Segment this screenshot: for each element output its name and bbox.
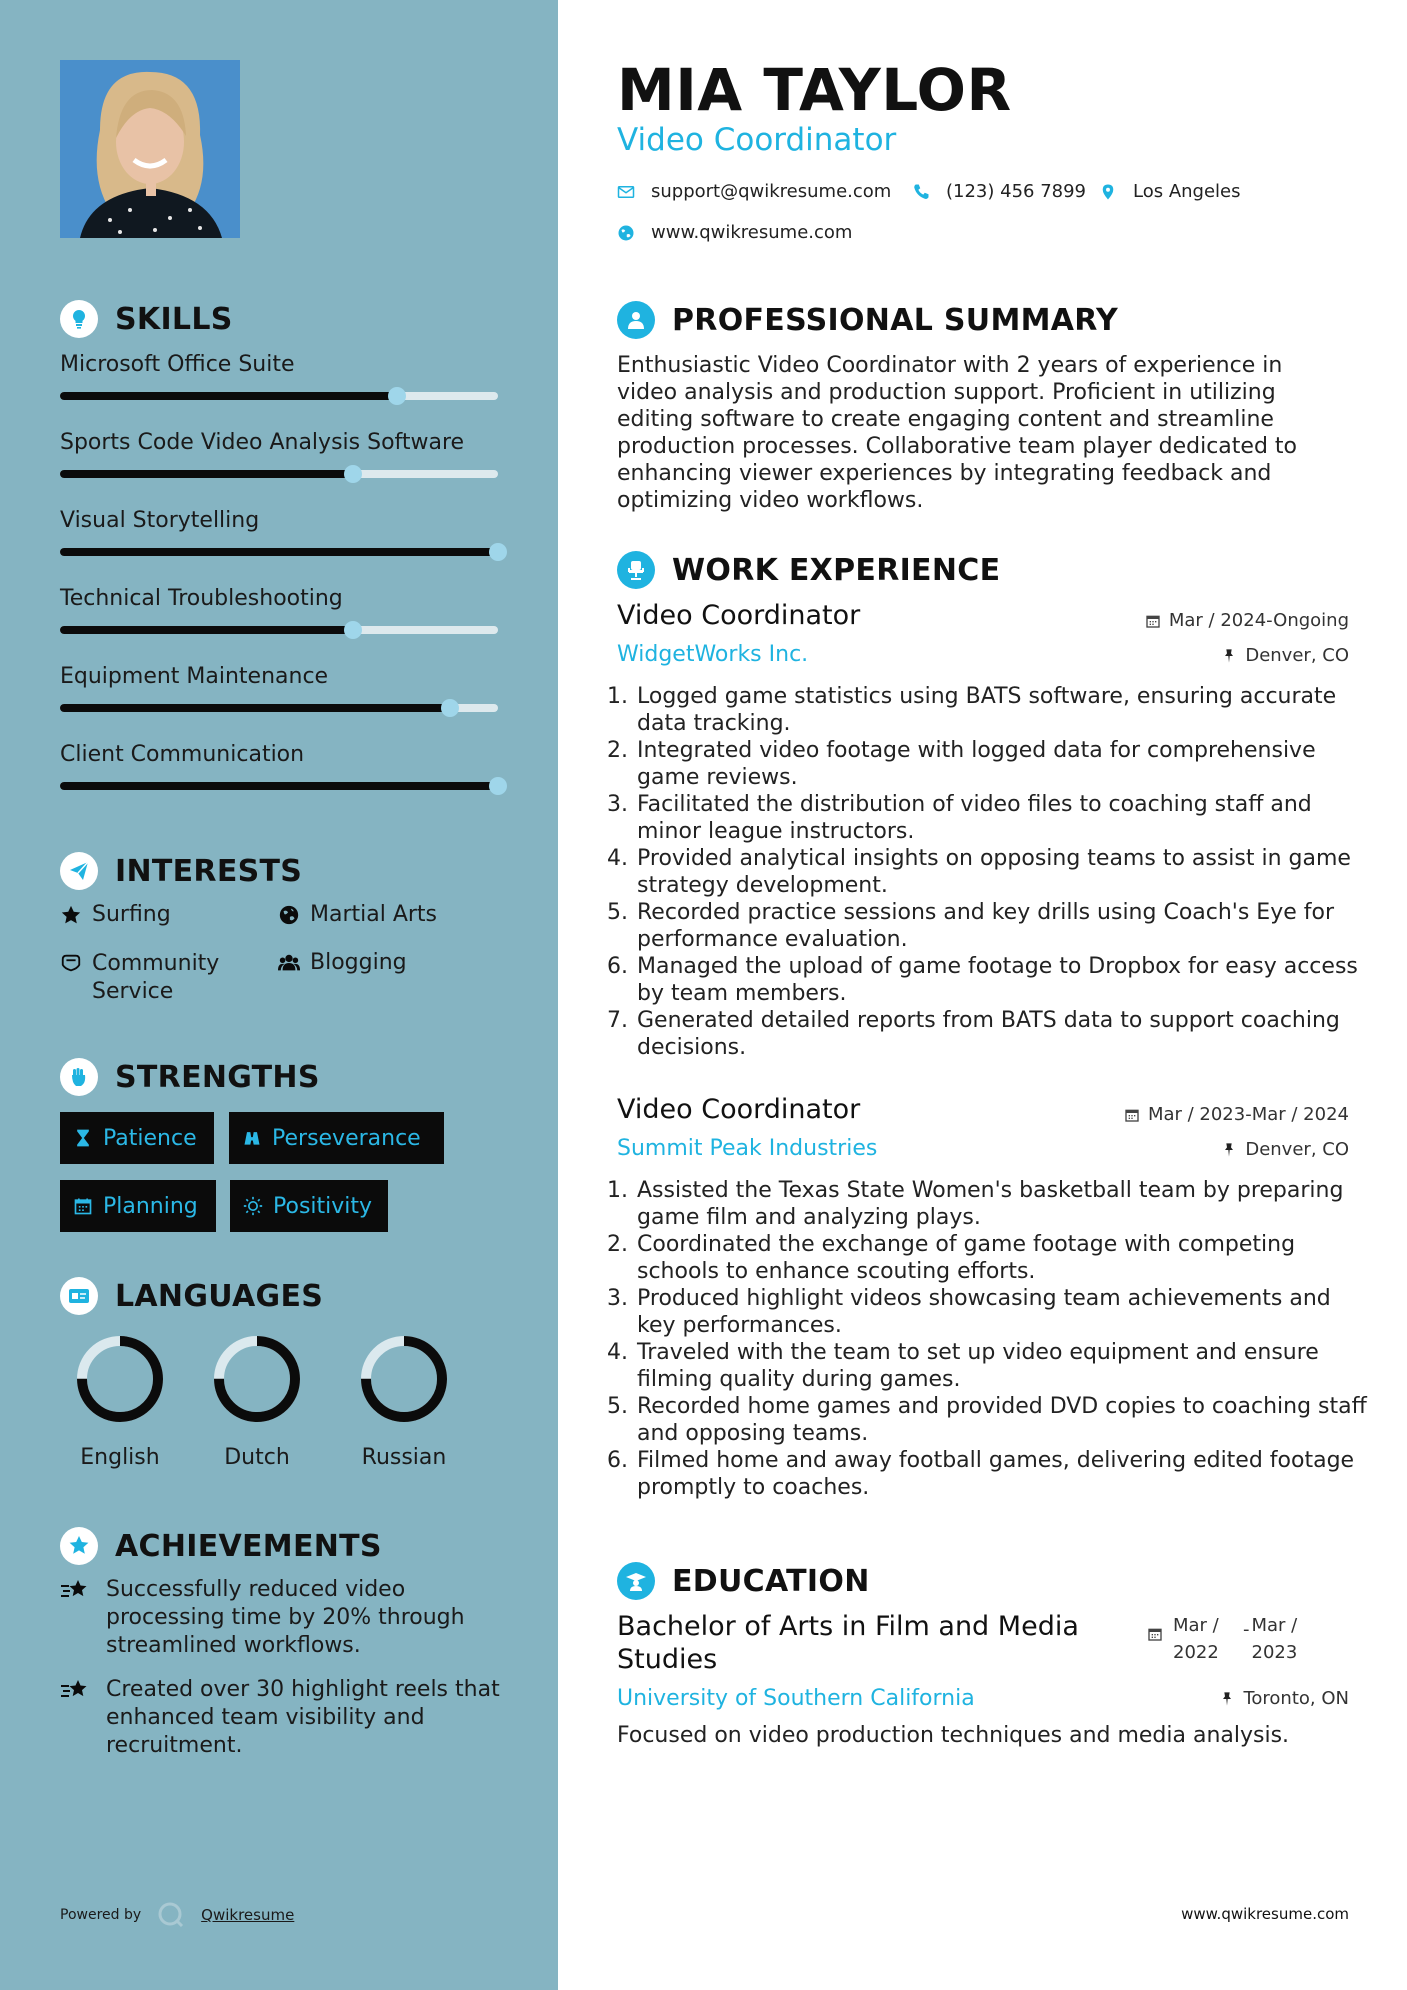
job-bullet: 4. Traveled with the team to set up video equipment and ensure filming quality during games. bbox=[635, 1339, 1375, 1393]
language-card-icon bbox=[60, 1277, 98, 1315]
job-bullet: 3. Produced highlight videos showcasing team achievements and key performances. bbox=[635, 1285, 1375, 1339]
languages-heading bbox=[60, 1277, 323, 1315]
language-item bbox=[70, 1331, 170, 1470]
lightbulb-icon bbox=[60, 300, 98, 338]
job-location bbox=[1221, 1139, 1349, 1160]
job-bullet: 1. Assisted the Texas State Women's basketball team by preparing game film and analyzing plays. bbox=[635, 1177, 1375, 1231]
skill-bar bbox=[60, 392, 498, 400]
strength-label: Perseverance bbox=[272, 1125, 421, 1151]
interest-label: Surfing bbox=[92, 902, 171, 927]
skill-bar bbox=[60, 470, 498, 478]
job-dates bbox=[1124, 1104, 1349, 1125]
education-heading bbox=[617, 1562, 870, 1600]
shooting-star-icon bbox=[60, 1678, 92, 1760]
education-location-text: Toronto, ON bbox=[1243, 1688, 1349, 1709]
education-description: Focused on video production techniques and media analysis. bbox=[617, 1723, 1290, 1748]
interest-item-blogging bbox=[278, 950, 407, 975]
job-bullet: 1. Logged game statistics using BATS software, ensuring accurate data tracking. bbox=[635, 683, 1375, 737]
skill-bar-fill bbox=[60, 392, 397, 400]
pushpin-icon bbox=[1219, 1691, 1235, 1707]
contact-location bbox=[1099, 181, 1241, 202]
globe-icon bbox=[617, 224, 635, 242]
job-bullets bbox=[610, 683, 1375, 1061]
education-dash: - bbox=[1243, 1619, 1250, 1640]
job-dates-text: Mar / 2024-Ongoing bbox=[1168, 610, 1349, 631]
skill-name: Equipment Maintenance bbox=[60, 664, 329, 689]
contact-phone bbox=[912, 181, 1086, 202]
profile-photo bbox=[60, 60, 240, 238]
education-end: Mar / 2023 bbox=[1251, 1615, 1298, 1663]
qwikresume-logo-icon bbox=[157, 1901, 185, 1929]
skill-bar bbox=[60, 626, 498, 634]
experience-heading bbox=[617, 551, 1000, 589]
language-name: Russian bbox=[361, 1445, 447, 1470]
skills-title: SKILLS bbox=[115, 301, 233, 337]
skills-heading bbox=[60, 300, 233, 338]
user-icon bbox=[617, 301, 655, 339]
star-icon bbox=[60, 904, 82, 926]
summary-text: Enthusiastic Video Coordinator with 2 years of experience in video analysis and production support. Proficient in utilizing editing software to create engaging content and streamline production processes. Collaborative team player dedicated to enhancing viewer experiences by integrating feedback and optimizing video workflows. bbox=[617, 353, 1297, 513]
candidate-role: Video Coordinator bbox=[617, 122, 897, 158]
skill-item bbox=[60, 664, 500, 689]
job-company: Summit Peak Industries bbox=[617, 1136, 878, 1161]
achievements-title: ACHIEVEMENTS bbox=[115, 1528, 382, 1564]
job-bullet: 6. Managed the upload of game footage to Dropbox for easy access by team members. bbox=[635, 953, 1375, 1007]
language-ring bbox=[72, 1331, 168, 1427]
pushpin-icon bbox=[1221, 1142, 1237, 1158]
interest-label: Martial Arts bbox=[310, 902, 438, 927]
candidate-name: MIA TAYLOR bbox=[617, 56, 1012, 124]
job-bullet: 2. Integrated video footage with logged data for comprehensive game reviews. bbox=[635, 737, 1375, 791]
language-item bbox=[207, 1331, 307, 1470]
qwikresume-link[interactable]: Qwikresume bbox=[201, 1906, 295, 1924]
skill-bar bbox=[60, 704, 498, 712]
strength-tag-planning bbox=[60, 1180, 216, 1232]
fist-icon bbox=[60, 1058, 98, 1096]
strengths-title: STRENGTHS bbox=[115, 1059, 320, 1095]
contact-email bbox=[617, 181, 891, 202]
skill-bar-fill bbox=[60, 470, 353, 478]
calendar-icon bbox=[1145, 613, 1161, 629]
calendar-icon bbox=[73, 1196, 93, 1216]
interests-heading bbox=[60, 852, 302, 890]
job-location-text: Denver, CO bbox=[1245, 645, 1349, 666]
job-bullet: 2. Coordinated the exchange of game footage with competing schools to enhance scouting efforts. bbox=[635, 1231, 1375, 1285]
language-ring bbox=[209, 1331, 305, 1427]
website-link[interactable]: www.qwikresume.com bbox=[651, 222, 853, 243]
summary-heading bbox=[617, 301, 1118, 339]
strength-tag-positivity bbox=[230, 1180, 388, 1232]
school-name: University of Southern California bbox=[617, 1686, 975, 1711]
skill-bar-fill bbox=[60, 626, 353, 634]
phone-text: (123) 456 7899 bbox=[946, 181, 1087, 202]
strength-label: Patience bbox=[103, 1125, 197, 1151]
language-name: Dutch bbox=[224, 1445, 290, 1470]
interest-item-martial-arts bbox=[278, 902, 437, 927]
strength-tag-patience bbox=[60, 1112, 214, 1164]
sidebar bbox=[0, 0, 558, 1990]
envelope-icon bbox=[617, 183, 635, 201]
powered-by bbox=[60, 1901, 294, 1929]
skill-name: Visual Storytelling bbox=[60, 508, 260, 533]
skill-name: Sports Code Video Analysis Software bbox=[60, 430, 465, 455]
skill-bar-knob bbox=[344, 621, 362, 639]
skill-item bbox=[60, 742, 500, 767]
job-bullet: 5. Recorded home games and provided DVD copies to coaching staff and opposing teams. bbox=[635, 1393, 1375, 1447]
interest-item-community-service bbox=[60, 950, 219, 1006]
chair-icon bbox=[617, 551, 655, 589]
interest-label: Blogging bbox=[310, 950, 407, 975]
paper-plane-icon bbox=[60, 852, 98, 890]
job-title: Video Coordinator bbox=[617, 600, 861, 631]
education-title: EDUCATION bbox=[672, 1563, 870, 1599]
job-location-text: Denver, CO bbox=[1245, 1139, 1349, 1160]
skill-bar-knob bbox=[344, 465, 362, 483]
calendar-icon bbox=[1124, 1107, 1140, 1123]
job-bullet: 7. Generated detailed reports from BATS data to support coaching decisions. bbox=[635, 1007, 1375, 1061]
language-ring bbox=[356, 1331, 452, 1427]
strengths-heading bbox=[60, 1058, 320, 1096]
job-bullet: 6. Filmed home and away football games, delivering edited footage promptly to coaches. bbox=[635, 1447, 1375, 1501]
interests-title: INTERESTS bbox=[115, 853, 303, 889]
skill-name: Client Communication bbox=[60, 742, 305, 767]
strength-label: Positivity bbox=[273, 1193, 373, 1219]
sun-icon bbox=[243, 1196, 263, 1216]
achievement-text: Successfully reduced video processing time by 20% through streamlined workflows. bbox=[106, 1577, 465, 1658]
skill-bar-fill bbox=[60, 548, 498, 556]
achievement-text: Created over 30 highlight reels that enhanced team visibility and recruitment. bbox=[106, 1677, 500, 1758]
footer-site-link[interactable]: www.qwikresume.com bbox=[1181, 1905, 1349, 1923]
education-start: Mar / 2022 bbox=[1173, 1615, 1219, 1663]
job-bullets bbox=[610, 1177, 1375, 1501]
binoculars-icon bbox=[242, 1128, 262, 1148]
shooting-star-icon bbox=[60, 1578, 92, 1660]
skill-bar-fill bbox=[60, 782, 498, 790]
map-pin-icon bbox=[1099, 183, 1117, 201]
globe-icon bbox=[278, 904, 300, 926]
language-name: English bbox=[80, 1445, 160, 1470]
skill-item bbox=[60, 430, 500, 455]
skill-bar bbox=[60, 548, 498, 556]
hourglass-icon bbox=[73, 1128, 93, 1148]
experience-title: WORK EXPERIENCE bbox=[672, 552, 1001, 588]
language-item bbox=[354, 1331, 454, 1470]
star-badge-icon bbox=[60, 1527, 98, 1565]
degree-title: Bachelor of Arts in Film and Media Studies bbox=[617, 1611, 1079, 1675]
skill-bar-knob bbox=[441, 699, 459, 717]
job-title: Video Coordinator bbox=[617, 1094, 861, 1125]
calendar-icon bbox=[1147, 1626, 1163, 1642]
languages-title: LANGUAGES bbox=[115, 1278, 324, 1314]
job-location bbox=[1221, 645, 1349, 666]
skill-item bbox=[60, 508, 500, 533]
job-bullet: 3. Facilitated the distribution of video files to coaching staff and minor league instructors. bbox=[635, 791, 1375, 845]
skill-item bbox=[60, 352, 500, 377]
powered-by-label: Powered by bbox=[60, 1907, 142, 1923]
achievement-item bbox=[60, 1576, 500, 1660]
graduate-icon bbox=[617, 1562, 655, 1600]
skill-bar-knob bbox=[489, 543, 507, 561]
skill-bar-knob bbox=[388, 387, 406, 405]
strength-label: Planning bbox=[103, 1193, 198, 1219]
education-location bbox=[1219, 1688, 1349, 1709]
skill-bar bbox=[60, 782, 498, 790]
interest-item-surfing bbox=[60, 902, 171, 927]
phone-icon bbox=[912, 183, 930, 201]
skill-name: Technical Troubleshooting bbox=[60, 586, 343, 611]
achievements-heading bbox=[60, 1527, 382, 1565]
location-text: Los Angeles bbox=[1133, 181, 1241, 202]
handshake-icon bbox=[60, 952, 82, 974]
skill-name: Microsoft Office Suite bbox=[60, 352, 295, 377]
skill-item bbox=[60, 586, 500, 611]
job-bullet: 5. Recorded practice sessions and key drills using Coach's Eye for performance evaluation. bbox=[635, 899, 1375, 953]
interest-label: Community Service bbox=[92, 951, 220, 1004]
skill-bar-fill bbox=[60, 704, 450, 712]
contact-website bbox=[617, 222, 852, 243]
pushpin-icon bbox=[1221, 648, 1237, 664]
users-icon bbox=[278, 952, 300, 974]
job-dates-text: Mar / 2023-Mar / 2024 bbox=[1147, 1104, 1349, 1125]
achievement-item bbox=[60, 1676, 500, 1760]
job-dates bbox=[1145, 610, 1349, 631]
summary-title: PROFESSIONAL SUMMARY bbox=[672, 302, 1119, 338]
job-company: WidgetWorks Inc. bbox=[617, 642, 809, 667]
job-bullet: 4. Provided analytical insights on opposing teams to assist in game strategy development. bbox=[635, 845, 1375, 899]
email-link[interactable]: support@qwikresume.com bbox=[651, 181, 892, 202]
skill-bar-knob bbox=[489, 777, 507, 795]
education-dates bbox=[1147, 1612, 1312, 1666]
strength-tag-perseverance bbox=[229, 1112, 444, 1164]
